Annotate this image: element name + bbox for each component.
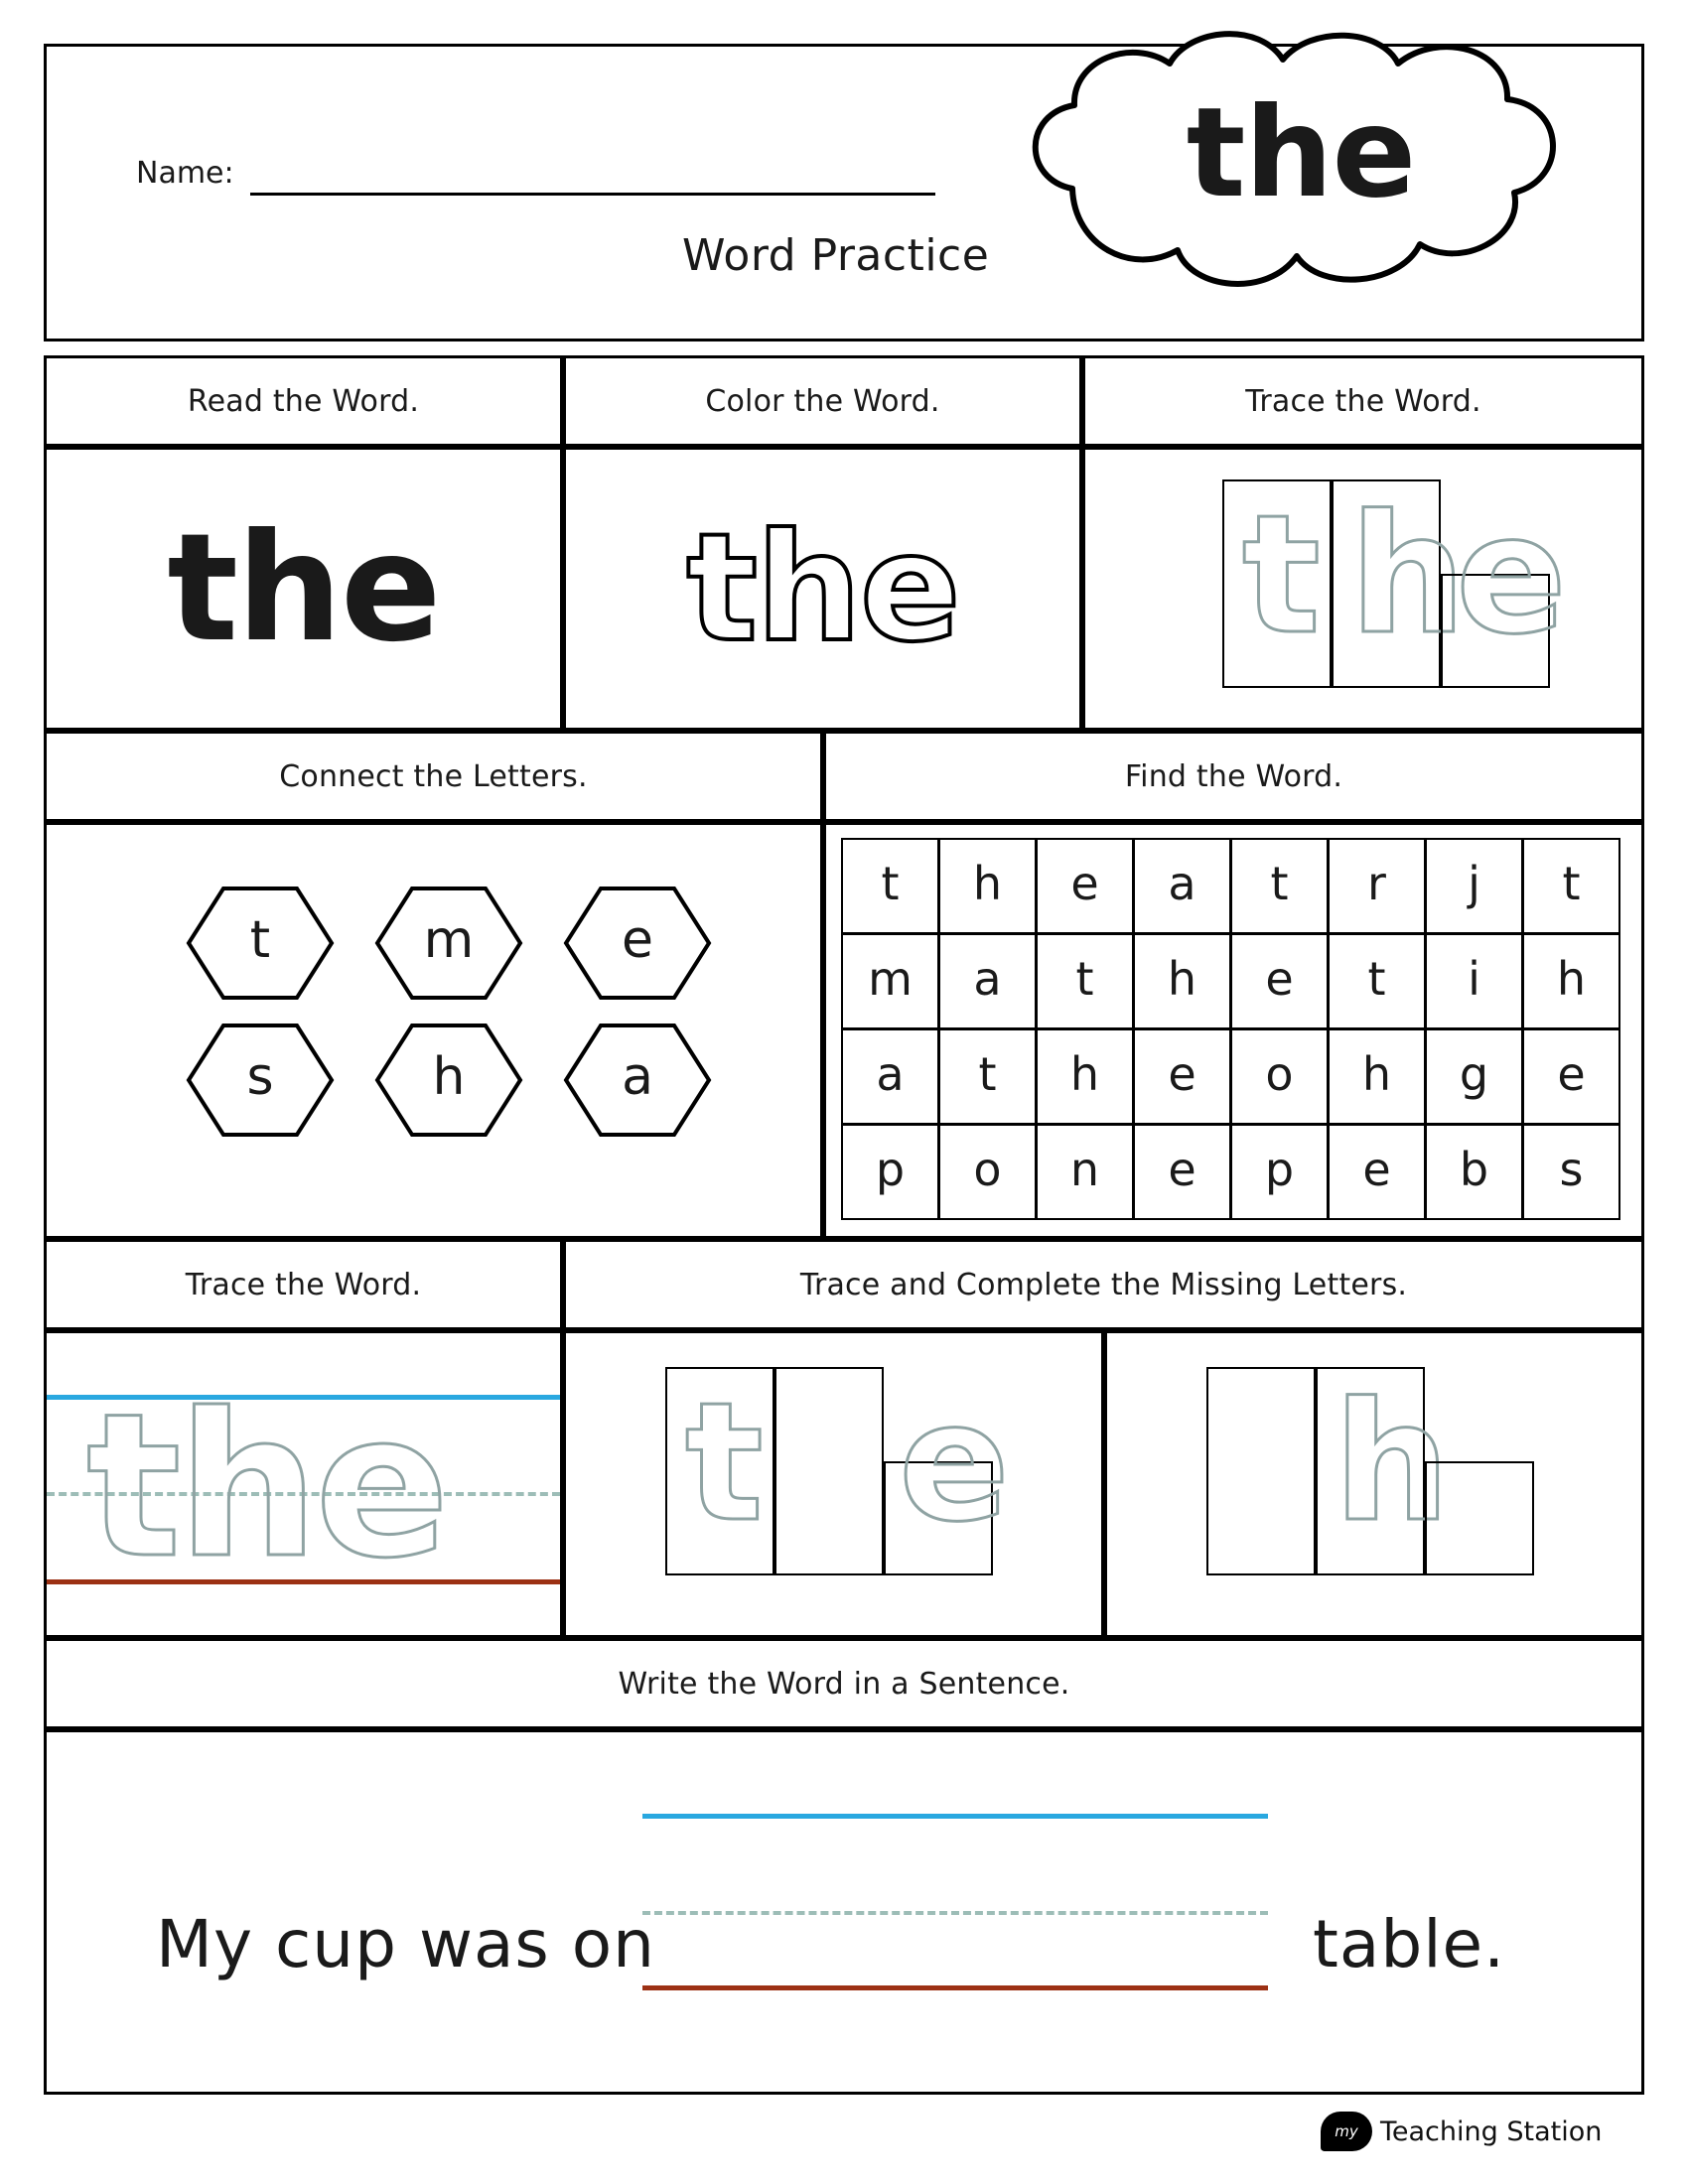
sentence-line-top — [642, 1814, 1268, 1819]
connect-section-header: Connect the Letters. — [44, 731, 823, 822]
grid-cell[interactable]: p — [841, 1124, 939, 1220]
grid-cell[interactable]: i — [1425, 933, 1523, 1029]
grid-cell[interactable]: j — [1425, 838, 1523, 934]
grid-cell[interactable]: n — [1036, 1124, 1134, 1220]
hex-letter[interactable] — [186, 885, 335, 1002]
grid-cell[interactable]: e — [1036, 838, 1134, 934]
missing-b-dashed-h: h — [1334, 1367, 1451, 1558]
grid-cell[interactable]: e — [1133, 1124, 1231, 1220]
grid-cell[interactable]: e — [1230, 933, 1329, 1029]
hex-letter-label: h — [432, 1047, 466, 1107]
hex-letter-label: t — [249, 910, 271, 970]
grid-cell[interactable]: t — [1522, 838, 1620, 934]
grid-cell[interactable]: m — [841, 933, 939, 1029]
logo-text: Teaching Station — [1380, 2116, 1603, 2147]
missing-letters-header: Trace and Complete the Missing Letters. — [563, 1239, 1644, 1330]
connect-row-1[interactable] — [186, 885, 712, 1002]
color-section-header: Color the Word. — [563, 355, 1082, 447]
color-section-body[interactable] — [563, 447, 1082, 731]
grid-cell[interactable]: s — [1522, 1124, 1620, 1220]
connect-section-body[interactable] — [44, 822, 823, 1239]
find-section-body[interactable] — [823, 822, 1644, 1239]
grid-cell[interactable]: h — [1036, 1028, 1134, 1125]
grid-cell[interactable]: h — [1522, 933, 1620, 1029]
grid-cell[interactable]: r — [1328, 838, 1426, 934]
trace-dashed-h: h — [1349, 479, 1467, 670]
name-label: Name: — [136, 156, 234, 191]
grid-cell[interactable]: g — [1425, 1028, 1523, 1125]
trace-lines-header: Trace the Word. — [44, 1239, 563, 1330]
grid-cell[interactable]: h — [1328, 1028, 1426, 1125]
missing-letters-group-b[interactable] — [1104, 1330, 1644, 1638]
sentence-section-body[interactable] — [44, 1729, 1644, 2095]
trace-top-header: Trace the Word. — [1082, 355, 1644, 447]
hex-letter-label: a — [622, 1047, 653, 1107]
missing-b-box-empty-1[interactable] — [1206, 1367, 1316, 1575]
grid-cell[interactable]: e — [1133, 1028, 1231, 1125]
sentence-line-bottom[interactable] — [642, 1985, 1268, 1990]
hex-letter[interactable] — [563, 885, 712, 1002]
sentence-section-header: Write the Word in a Sentence. — [44, 1638, 1644, 1729]
word-search-grid[interactable] — [842, 839, 1620, 1220]
cloud-banner — [1013, 20, 1589, 308]
hex-letter[interactable] — [374, 885, 523, 1002]
sentence-text-after: table. — [1313, 1906, 1506, 1982]
hex-letter[interactable] — [186, 1022, 335, 1139]
grid-cell[interactable]: e — [1522, 1028, 1620, 1125]
grid-cell[interactable]: a — [938, 933, 1037, 1029]
missing-b-box-empty-2[interactable] — [1425, 1461, 1534, 1575]
grid-cell[interactable]: p — [1230, 1124, 1329, 1220]
grid-cell[interactable]: a — [841, 1028, 939, 1125]
hex-letter[interactable] — [563, 1022, 712, 1139]
read-section-body — [44, 447, 563, 731]
logo-speech-bubble-icon: my — [1321, 2112, 1372, 2151]
grid-cell[interactable]: a — [1133, 838, 1231, 934]
missing-a-dashed-e: e — [899, 1367, 1010, 1558]
missing-a-letter-group[interactable] — [665, 1367, 1010, 1585]
grid-cell[interactable]: b — [1425, 1124, 1523, 1220]
trace-dashed-e: e — [1456, 479, 1567, 670]
hex-letter-label: m — [423, 910, 475, 970]
trace-top-letter-group[interactable] — [1222, 479, 1580, 698]
grid-cell[interactable]: t — [1036, 933, 1134, 1029]
grid-cell[interactable]: e — [1328, 1124, 1426, 1220]
trace-top-body[interactable] — [1082, 447, 1644, 731]
grid-cell[interactable]: h — [1133, 933, 1231, 1029]
missing-b-letter-group[interactable] — [1206, 1367, 1544, 1585]
grid-cell[interactable]: t — [841, 838, 939, 934]
missing-letters-group-a[interactable] — [563, 1330, 1104, 1638]
hex-letter[interactable] — [374, 1022, 523, 1139]
name-write-line[interactable] — [250, 193, 935, 196]
sentence-line-middle — [642, 1911, 1268, 1915]
grid-cell[interactable]: t — [1328, 933, 1426, 1029]
grid-cell[interactable]: o — [938, 1124, 1037, 1220]
hex-letter-label: e — [622, 910, 653, 970]
hex-letter-label: s — [246, 1047, 274, 1107]
read-word: the — [167, 502, 440, 675]
trace-dashed-word[interactable]: the — [86, 1371, 446, 1602]
grid-cell[interactable]: h — [938, 838, 1037, 934]
grid-cell[interactable]: o — [1230, 1028, 1329, 1125]
grid-cell[interactable]: t — [938, 1028, 1037, 1125]
grid-cell[interactable]: t — [1230, 838, 1329, 934]
trace-lines-body[interactable] — [44, 1330, 563, 1638]
sentence-text-before: My cup was on — [156, 1906, 655, 1982]
page-title: Word Practice — [682, 230, 990, 281]
header-word: the — [1186, 80, 1416, 225]
find-section-header: Find the Word. — [823, 731, 1644, 822]
trace-dashed-t: t — [1242, 479, 1321, 670]
missing-a-dashed-t: t — [685, 1367, 764, 1558]
site-logo[interactable] — [1321, 2105, 1638, 2158]
color-word-outline[interactable]: the — [686, 502, 959, 675]
connect-row-2[interactable] — [186, 1022, 712, 1139]
read-section-header: Read the Word. — [44, 355, 563, 447]
missing-a-box-empty[interactable] — [774, 1367, 884, 1575]
